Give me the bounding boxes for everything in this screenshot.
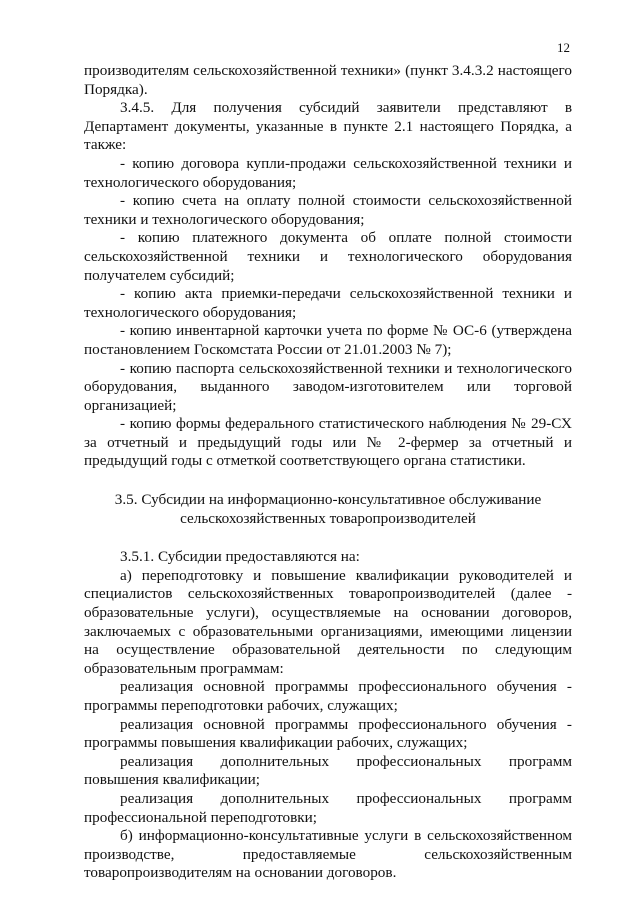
- list-item-acceptance-act-copy: - копию акта приемки-передачи сельскохозяйственной техники и технологического оборудования;: [84, 285, 572, 321]
- paragraph-3-5-1: 3.5.1. Субсидии предоставляются на:: [120, 548, 360, 566]
- document-body: [84, 62, 572, 883]
- program-additional-qualification: реализация дополнительных профессиональных программ повышения квалификации;: [84, 752, 572, 789]
- section-heading-3-5: 3.5. Субсидии на информационно-консультативное обслуживание сельскохозяйственных товаропроизводителей: [114, 491, 542, 527]
- program-retraining-workers: реализация основной программы профессионального обучения - программы переподготовки рабочих, служащих;: [84, 678, 572, 714]
- list-item-b-consulting: б) информационно-консультативные услуги в сельскохозяйственном производстве, предоставляемые сельскохозяйственным товаропроизводителям на основании договоров.: [84, 827, 572, 882]
- list-item-payment-copy: - копию платежного документа об оплате полной стоимости сельскохозяйственной техники и технологического оборудования получателем субсидий;: [84, 229, 572, 284]
- list-item-passport-copy: - копию паспорта сельскохозяйственной техники и технологического оборудования, выданного заводом-изготовителем или торговой организацией;: [84, 359, 572, 414]
- list-item-contract-copy: - копию договора купли-продажи сельскохозяйственной техники и технологического оборудования;: [84, 154, 572, 191]
- page-number: 12: [557, 40, 570, 55]
- list-item-statistics-form-copy: - копию формы федерального статистического наблюдения № 29-СХ за отчетный и предыдущий годы или № 2-фермер за отчетный и предыдущий годы с отметкой соответствующего органа статистики.: [84, 415, 572, 470]
- list-item-inventory-card-copy: - копию инвентарной карточки учета по форме № ОС-6 (утверждена постановлением Госкомстата России от 21.01.2003 № 7);: [84, 322, 572, 358]
- program-additional-retraining: реализация дополнительных профессиональных программ профессиональной переподготовки;: [84, 789, 572, 826]
- paragraph-continuation: производителям сельскохозяйственной техники» (пункт 3.4.3.2 настоящего Порядка).: [84, 62, 572, 98]
- list-item-invoice-copy: - копию счета на оплату полной стоимости сельскохозяйственной техники и технологического оборудования;: [84, 192, 572, 228]
- spacer: [84, 528, 572, 548]
- list-item-a-education: а) переподготовку и повышение квалификации руководителей и специалистов сельскохозяйственных товаропроизводителей (далее - образовательные услуги), осуществляемые на основании договоров, заключаемых с образовательными организациями, имеющими лицензии на осуществление образовательной деятельности по следующим образовательным программам:: [84, 566, 572, 677]
- paragraph-3-4-5: 3.4.5. Для получения субсидий заявители представляют в Департамент документы, указанные в пункте 2.1 настоящего Порядка, а также:: [84, 99, 572, 154]
- program-qualification-workers: реализация основной программы профессионального обучения - программы повышения квалификации рабочих, служащих;: [84, 715, 572, 752]
- spacer: [84, 471, 572, 491]
